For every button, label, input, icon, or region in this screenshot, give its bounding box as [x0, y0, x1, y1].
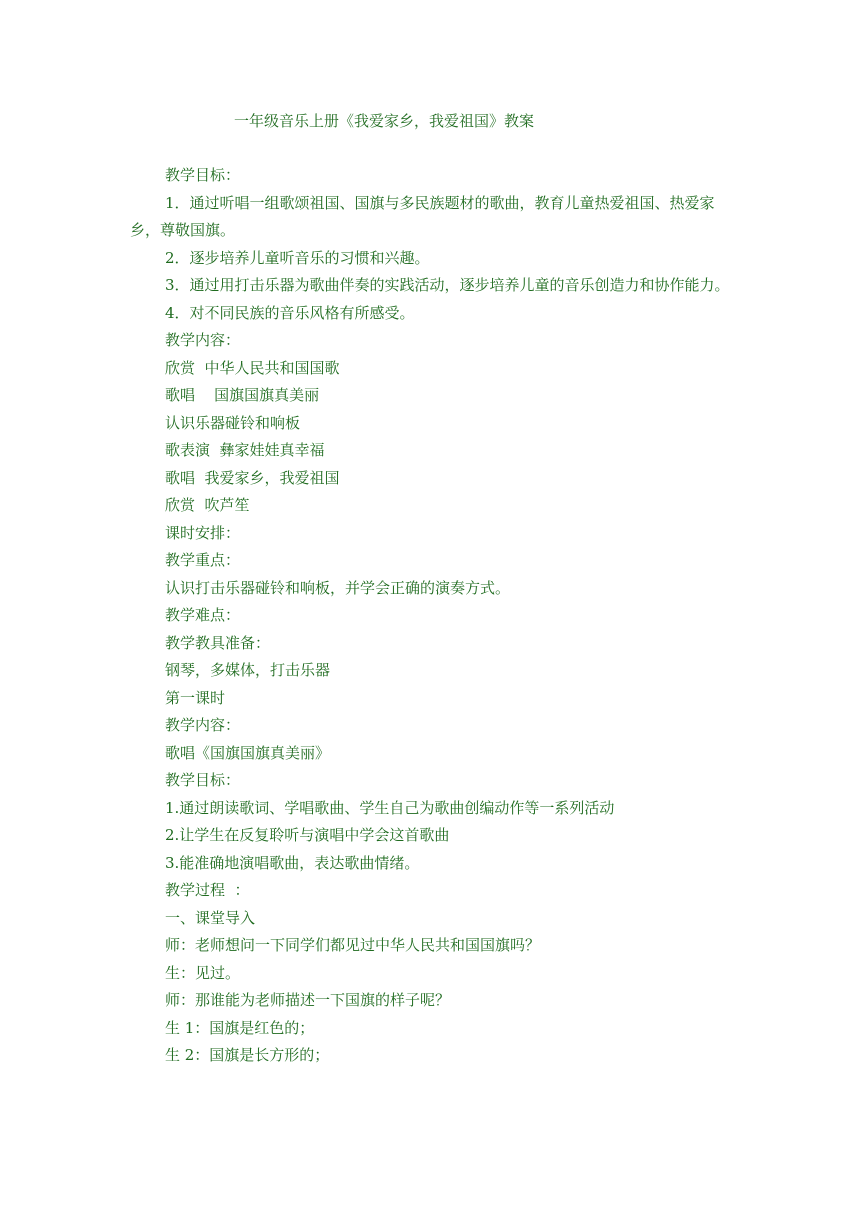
paragraph-line: 1.通过朗读歌词、学唱歌曲、学生自己为歌曲创编动作等一系列活动	[165, 798, 615, 817]
paragraph-line: 师：老师想问一下同学们都见过中华人民共和国国旗吗？	[165, 936, 541, 954]
paragraph-line: 课时安排：	[165, 523, 241, 542]
paragraph-line: 歌唱 我爱家乡，我爱祖国	[165, 468, 340, 487]
paragraph-line: 2.让学生在反复聆听与演唱中学会这首歌曲	[165, 826, 450, 844]
paragraph-line: 3．通过用打击乐器为歌曲伴奏的实践活动，逐步培养儿童的音乐创造力和协作能力。	[165, 276, 730, 294]
paragraph-line: 教学内容：	[165, 331, 241, 349]
paragraph-line: 生 2：国旗是长方形的；	[165, 1046, 330, 1064]
paragraph-line: 认识打击乐器碰铃和响板，并学会正确的演奏方式。	[165, 578, 511, 597]
paragraph-line: 教学教具准备：	[165, 633, 271, 652]
paragraph-line: 第一课时	[165, 688, 226, 707]
paragraph-line: 教学目标：	[165, 771, 241, 789]
paragraph-line: 3.能准确地演唱歌曲，表达歌曲情绪。	[165, 853, 420, 872]
paragraph-line: 教学过程 ：	[165, 881, 250, 899]
paragraph-line: 一、课堂导入	[165, 908, 256, 927]
paragraph-line: 歌唱 国旗国旗真美丽	[165, 386, 320, 404]
paragraph-line: 师：那谁能为老师描述一下国旗的样子呢？	[165, 991, 451, 1009]
paragraph-line: 歌唱《国旗国旗真美丽》	[165, 743, 331, 762]
paragraph-line: 歌表演 彝家娃娃真幸福	[165, 441, 325, 459]
paragraph-line: 教学难点：	[165, 606, 241, 624]
paragraph-line: 欣赏 中华人民共和国国歌	[165, 358, 340, 377]
paragraph-line: 教学重点：	[165, 551, 241, 569]
paragraph-line: 认识乐器碰铃和响板	[165, 413, 301, 432]
paragraph-line: 生：见过。	[165, 963, 241, 982]
paragraph-line: 2．逐步培养儿童听音乐的习惯和兴趣。	[165, 248, 430, 267]
paragraph-line: 欣赏 吹芦笙	[165, 496, 250, 514]
paragraph-line: 教学内容：	[165, 716, 241, 734]
paragraph-line: 生 1：国旗是红色的；	[165, 1018, 315, 1037]
paragraph-line: 钢琴，多媒体，打击乐器	[165, 661, 331, 679]
paragraph-line: 教学目标：	[165, 166, 241, 184]
paragraph-line: 4．对不同民族的音乐风格有所感受。	[165, 303, 415, 322]
document-title: 一年级音乐上册《我爱家乡，我爱祖国》教案	[234, 112, 535, 130]
paragraph-line: 1．通过听唱一组歌颂祖国、国旗与多民族题材的歌曲，教育儿童热爱祖国、热爱家乡，尊敬国旗。	[130, 193, 715, 239]
document-body	[130, 162, 736, 1070]
